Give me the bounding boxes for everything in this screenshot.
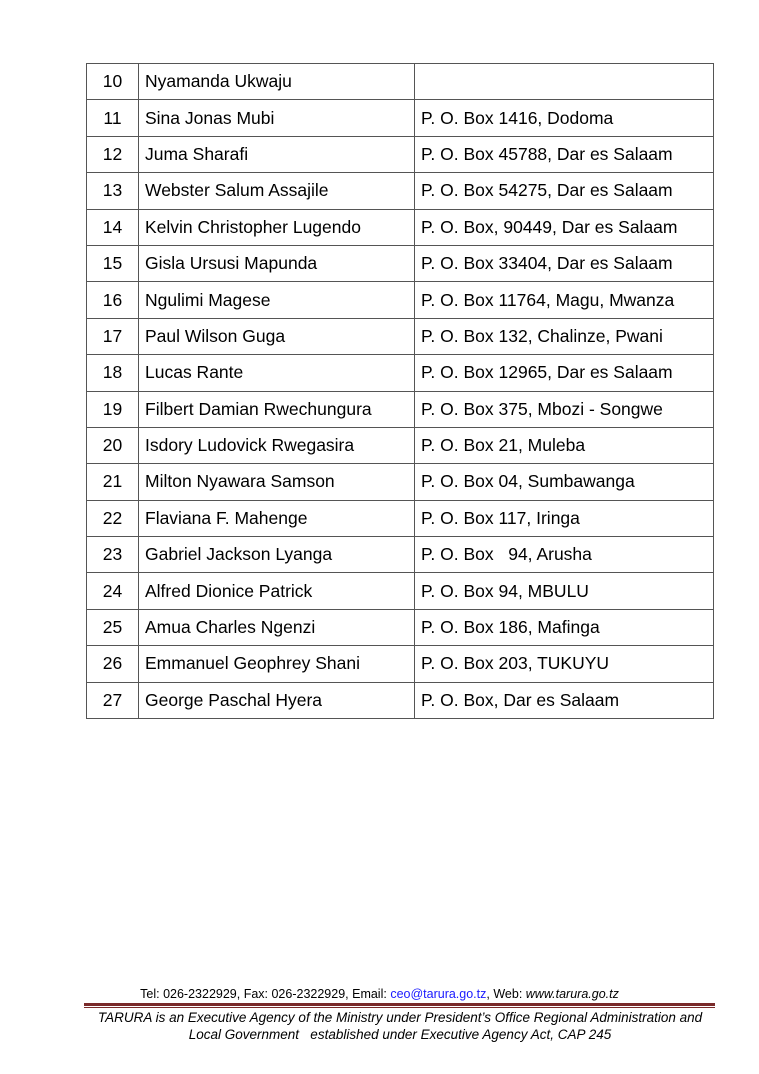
- row-name: Isdory Ludovick Rwegasira: [139, 427, 415, 463]
- table-row: [87, 209, 714, 245]
- row-address: P. O. Box 11764, Magu, Mwanza: [415, 282, 714, 318]
- row-name: Flaviana F. Mahenge: [139, 500, 415, 536]
- row-number: 24: [87, 573, 139, 609]
- row-address: P. O. Box 94, MBULU: [415, 573, 714, 609]
- row-number: 21: [87, 464, 139, 500]
- footer-web-prefix: , Web:: [486, 987, 526, 1001]
- row-address: P. O. Box, Dar es Salaam: [415, 682, 714, 718]
- table-row: [87, 100, 714, 136]
- row-name: Paul Wilson Guga: [139, 318, 415, 354]
- row-name: Webster Salum Assajile: [139, 173, 415, 209]
- row-number: 15: [87, 245, 139, 281]
- row-address: P. O. Box 203, TUKUYU: [415, 646, 714, 682]
- row-number: 20: [87, 427, 139, 463]
- row-number: 22: [87, 500, 139, 536]
- row-name: Emmanuel Geophrey Shani: [139, 646, 415, 682]
- row-address: P. O. Box 186, Mafinga: [415, 609, 714, 645]
- row-name: Alfred Dionice Patrick: [139, 573, 415, 609]
- footer-contact-line: [0, 987, 759, 1001]
- row-number: 13: [87, 173, 139, 209]
- row-address: P. O. Box 94, Arusha: [415, 537, 714, 573]
- table-row: [87, 355, 714, 391]
- row-address: P. O. Box 117, Iringa: [415, 500, 714, 536]
- row-name: George Paschal Hyera: [139, 682, 415, 718]
- footer-divider-thin: [84, 1007, 715, 1008]
- row-address: P. O. Box 132, Chalinze, Pwani: [415, 318, 714, 354]
- row-number: 10: [87, 64, 139, 100]
- row-number: 26: [87, 646, 139, 682]
- table-row: [87, 318, 714, 354]
- table-row: [87, 245, 714, 281]
- table-row: [87, 427, 714, 463]
- table-row: [87, 609, 714, 645]
- footer-contact-prefix: Tel: 026-2322929, Fax: 026-2322929, Email:: [140, 987, 391, 1001]
- row-address: [415, 64, 714, 100]
- table-row: [87, 646, 714, 682]
- table-row: [87, 682, 714, 718]
- row-number: 27: [87, 682, 139, 718]
- row-name: Gisla Ursusi Mapunda: [139, 245, 415, 281]
- footer-email-link[interactable]: ceo@tarura.go.tz: [390, 987, 487, 1001]
- table-row: [87, 64, 714, 100]
- table-row: [87, 136, 714, 172]
- row-number: 14: [87, 209, 139, 245]
- row-address: P. O. Box 45788, Dar es Salaam: [415, 136, 714, 172]
- row-address: P. O. Box 1416, Dodoma: [415, 100, 714, 136]
- table-row: [87, 464, 714, 500]
- row-number: 25: [87, 609, 139, 645]
- row-number: 12: [87, 136, 139, 172]
- row-address: P. O. Box 04, Sumbawanga: [415, 464, 714, 500]
- table-row: [87, 173, 714, 209]
- row-name: Amua Charles Ngenzi: [139, 609, 415, 645]
- row-number: 16: [87, 282, 139, 318]
- footer-web-link[interactable]: www.tarura.go.tz: [525, 987, 619, 1001]
- row-name: Nyamanda Ukwaju: [139, 64, 415, 100]
- row-name: Juma Sharafi: [139, 136, 415, 172]
- row-name: Milton Nyawara Samson: [139, 464, 415, 500]
- row-address: P. O. Box 12965, Dar es Salaam: [415, 355, 714, 391]
- officials-table: [86, 63, 714, 719]
- row-name: Lucas Rante: [139, 355, 415, 391]
- row-number: 19: [87, 391, 139, 427]
- row-number: 18: [87, 355, 139, 391]
- footer-divider-thick: [84, 1003, 715, 1006]
- row-name: Filbert Damian Rwechungura: [139, 391, 415, 427]
- table-row: [87, 573, 714, 609]
- table-row: [87, 537, 714, 573]
- row-address: P. O. Box, 90449, Dar es Salaam: [415, 209, 714, 245]
- row-address: P. O. Box 375, Mbozi - Songwe: [415, 391, 714, 427]
- row-name: Kelvin Christopher Lugendo: [139, 209, 415, 245]
- row-name: Sina Jonas Mubi: [139, 100, 415, 136]
- row-number: 17: [87, 318, 139, 354]
- row-number: 23: [87, 537, 139, 573]
- table-row: [87, 391, 714, 427]
- row-name: Ngulimi Magese: [139, 282, 415, 318]
- table-row: [87, 282, 714, 318]
- footer-agency-text: [80, 1009, 720, 1043]
- row-address: P. O. Box 33404, Dar es Salaam: [415, 245, 714, 281]
- footer-agency-line-1: TARURA is an Executive Agency of the Ministry under President’s Office Regional Administration and: [97, 1010, 703, 1025]
- table-body: [87, 64, 714, 719]
- table-row: [87, 500, 714, 536]
- row-name: Gabriel Jackson Lyanga: [139, 537, 415, 573]
- row-number: 11: [87, 100, 139, 136]
- row-address: P. O. Box 54275, Dar es Salaam: [415, 173, 714, 209]
- row-address: P. O. Box 21, Muleba: [415, 427, 714, 463]
- footer-agency-line-2: Local Government established under Executive Agency Act, CAP 245: [188, 1027, 612, 1042]
